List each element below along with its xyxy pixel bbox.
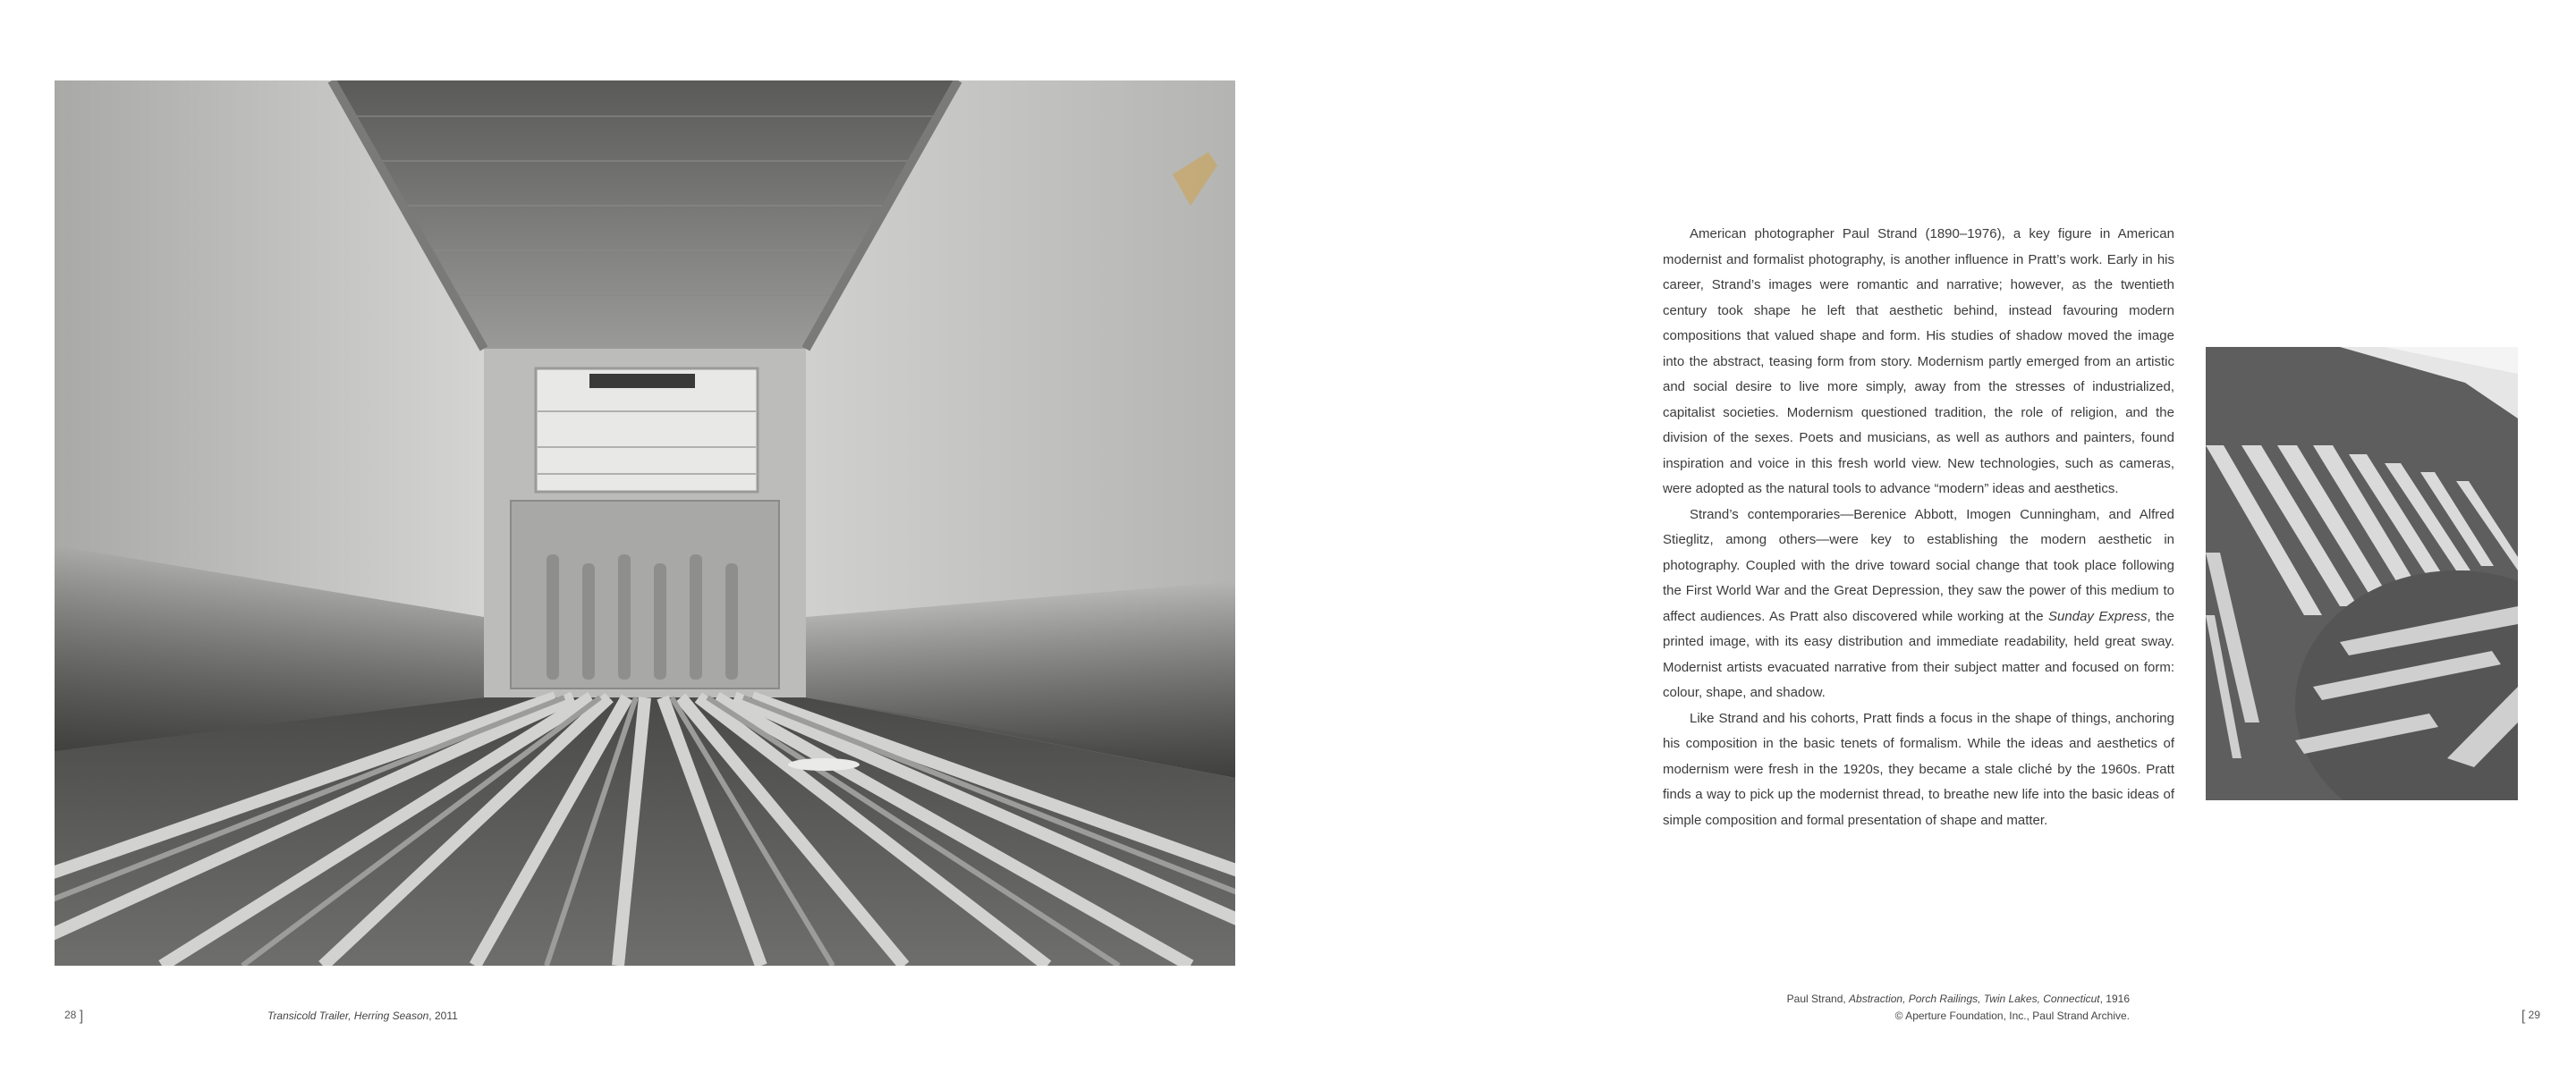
essay-p2-before: Strand’s contemporaries—Berenice Abbott, Imogen Cunningham, and Alfred Stieglitz, among others—were key to establishing the modern aesthetic in photography. Coupled with the drive toward social change that took place following the First World War and the Great Depression, they saw the power of this medium to affect audiences. As Pratt also discovered while working at the [1663, 506, 2174, 624]
left-caption-year: , 2011 [428, 1010, 458, 1022]
right-caption-line-1 [1787, 991, 2130, 1008]
right-page-bracket: [ [2521, 1009, 2526, 1024]
left-page-number [64, 1009, 83, 1025]
left-photo-caption [267, 1008, 458, 1025]
essay-p2-italic: Sunday Express [2048, 608, 2148, 624]
right-caption-title: Abstraction, Porch Railings, Twin Lakes, Connecticut [1849, 993, 2100, 1005]
essay-p2-after: , the printed image, with its easy distribution and immediate readability, held great sway. Modernist artists evacuated narrative from their subject matter and focused on form: colour, shape, and shadow. [1663, 608, 2174, 700]
right-page-number-value: 29 [2528, 1009, 2540, 1021]
right-caption-year: , 1916 [2099, 993, 2130, 1005]
left-caption-title: Transicold Trailer, Herring Season [267, 1010, 429, 1022]
right-caption-credit: © Aperture Foundation, Inc., Paul Strand Archive. [1894, 1010, 2130, 1022]
right-photo-caption [1787, 991, 2130, 1025]
left-page-number-value: 28 [64, 1009, 77, 1021]
right-page-number [2521, 1009, 2540, 1025]
essay-paragraph-1: American photographer Paul Strand (1890–1976), a key figure in American modernist and formalist photography, is another influence in Pratt’s work. Early in his career, Strand’s images were romantic and narrative; however, as the twentieth century took shape he left that aesthetic behind, instead favouring modern compositions that valued shape and form. His studies of shadow moved the image into the abstract, teasing form from story. Modernism partly emerged from an artistic and social desire to live more simply, away from the stresses of industrialized, capitalist societies. Modernism questioned tradition, the role of religion, and the division of the sexes. Poets and musicians, as well as authors and painters, found inspiration and voice in this fresh world view. New technologies, such as cameras, were adopted as the natural tools to advance “modern” ideas and aesthetics. [1663, 226, 2174, 496]
left-page-bracket: ] [79, 1009, 84, 1024]
trailer-interior-photo [55, 80, 1235, 966]
porch-railings-photo [2206, 347, 2518, 800]
right-caption-artist: Paul Strand, [1786, 993, 1850, 1005]
right-page [1288, 0, 2576, 1073]
essay-paragraph-3: Like Strand and his cohorts, Pratt finds a focus in the shape of things, anchoring his composition in the basic tenets of formalism. While the ideas and aesthetics of modernism were fresh in the 1920s, they became a stale cliché by the 1960s. Pratt finds a way to pick up the modernist thread, to breathe new life into the basic ideas of simple composition and formal presentation of shape and matter. [1663, 710, 2174, 828]
